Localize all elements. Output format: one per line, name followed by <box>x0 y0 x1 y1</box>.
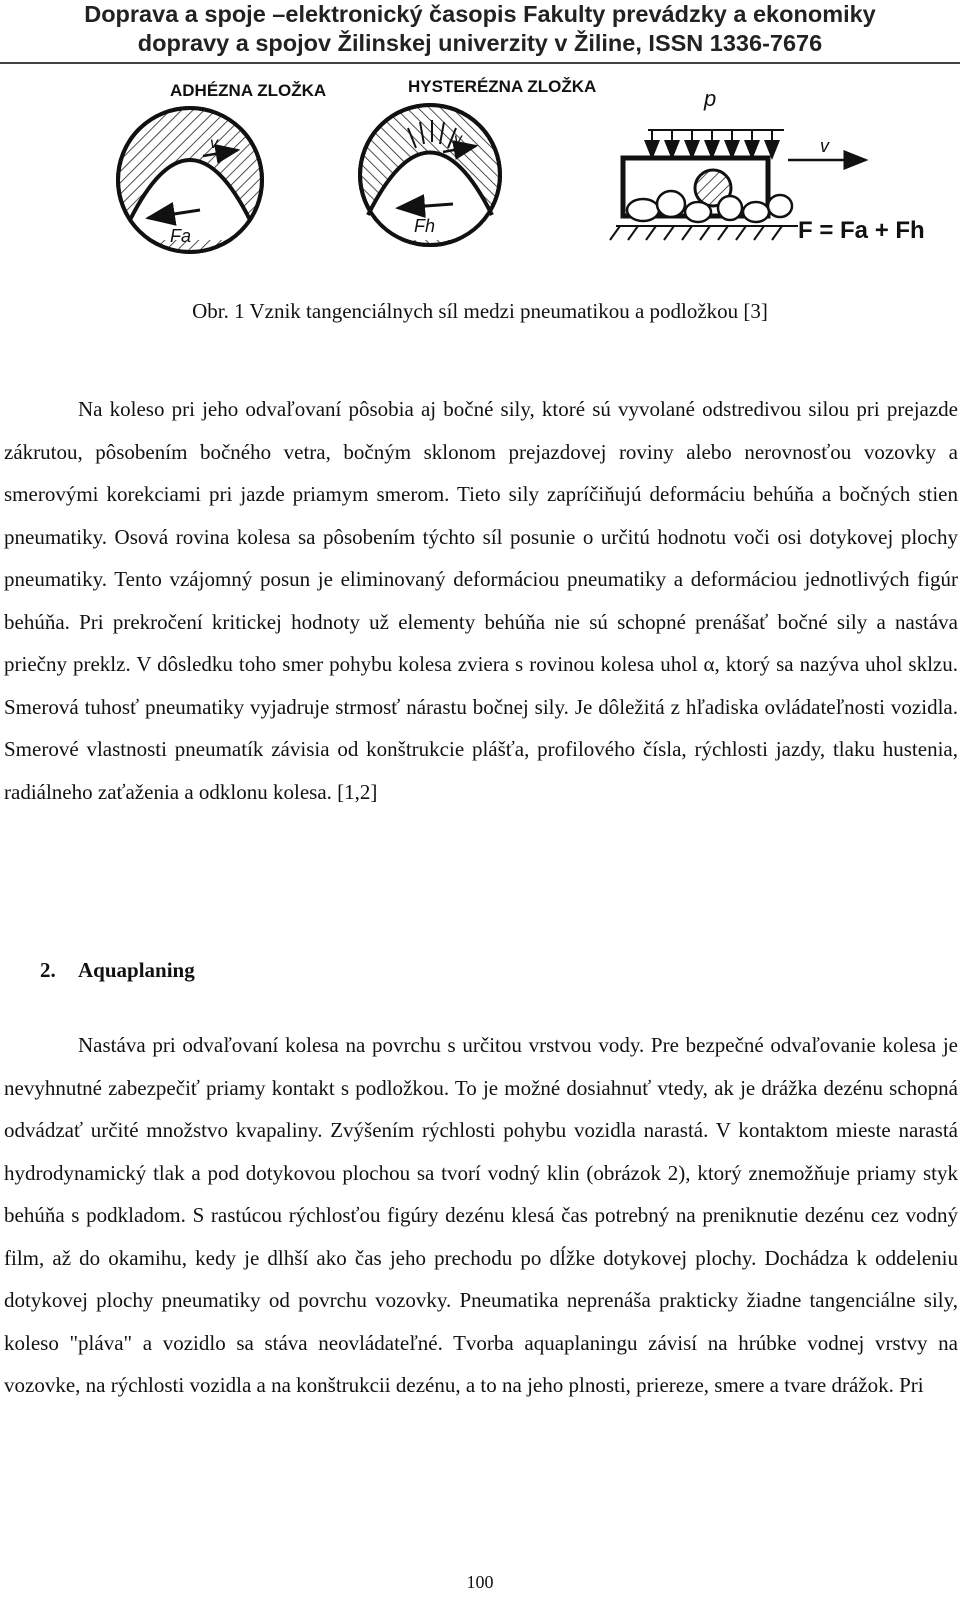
pressure-p-label: p <box>704 86 717 111</box>
figure-caption: Obr. 1 Vznik tangenciálnych síl medzi pneumatikou a podložkou [3] <box>192 299 768 323</box>
journal-header-line2: dopravy a spojov Žilinskej univerzity v Žiline, ISSN 1336-7676 <box>137 30 823 56</box>
section-number: 2. <box>40 958 56 982</box>
hysteresis-label: HYSTERÉZNA ZLOŽKA <box>408 77 597 96</box>
journal-header <box>0 0 960 64</box>
section-heading <box>40 957 195 983</box>
adhesion-label: ADHÉZNA ZLOŽKA <box>170 81 327 100</box>
tire-friction-figure <box>108 70 928 270</box>
paragraph-aquaplaning: Nastáva pri odvaľovaní kolesa na povrchu s určitou vrstvou vody. Pre bezpečné odvaľovanie kolesa je nevyhnutné zabezpečiť priamy kontakt s podložkou. To je možné dosiahnuť vtedy, ak je drážka dezénu schopná odvádzať určité množstvo kvapaliny. Zvýšením rýchlosti pohybu vozidla narastá. V kontaktom mieste narastá hydrodynamický tlak a pod dotykovou plochou sa tvorí vodný klin (obrázok 2), ktorý znemožňuje priamy styk behúňa s podkladom. S rastúcou rýchlosťou figúry dezénu klesá čas potrebný na preniknutie dezénu cez vodný film, až do okamihu, kedy je dlhší ako čas jeho prechodu po dĺžke dotykovej plochy. Dochádza k oddeleniu dotykovej plochy pneumatiky od povrchu vozovky. Pneumatika neprenáša prakticky žiadne tangenciálne sily, koleso "pláva" a vozidlo sa stáva neovládateľné. Tvorba aquaplaningu závisí na hrúbke vodnej vrstvy na vozovke, na rýchlosti vozidla a na konštrukcii dezénu, a to na jeho plnosti, priereze, smere a tvare drážok. Pri <box>4 1033 958 1397</box>
hysteresis-v-label: v <box>454 131 462 148</box>
force-formula: F = Fa + Fh <box>798 217 925 244</box>
tread-block-diagram <box>610 86 925 244</box>
paragraph-lateral-forces: Na koleso pri jeho odvaľovaní pôsobia aj bočné sily, ktoré sú vyvolané odstredivou silou pri prejazde zákrutou, pôsobením bočného vetra, bočným sklonom prejazdovej roviny alebo nerovnosťou vozovky a smerovými korekciami pri jazde priamym smerom. Tieto sily zapríčiňujú deformáciu behúňa a bočných stien pneumatiky. Osová rovina kolesa sa pôsobením týchto síl posunie o určitú hodnotu voči osi dotykovej plochy pneumatiky. Tento vzájomný posun je eliminovaný deformáciou pneumatiky a deformáciou jednotlivých figúr behúňa. Pri prekročení kritickej hodnoty už elementy behúňa nie sú schopné prenášať bočné sily a nastáva priečny preklz. V dôsledku toho smer pohybu kolesa zviera s rovinou kolesa uhol α, ktorý sa nazýva uhol sklzu. Smerová tuhosť pneumatiky vyjadruje strmosť nárastu bočnej sily. Je dôležitá z hľadiska ovládateľnosti vozidla. Smerové vlastnosti pneumatík závisia od konštrukcie plášťa, profilového čísla, rýchlosti jazdy, tlaku hustenia, radiálneho zaťaženia a odklonu kolesa. [1,2] <box>4 397 958 804</box>
header-divider <box>0 62 960 64</box>
hysteresis-fh-label: Fh <box>414 216 436 236</box>
journal-header-line1: Doprava a spoje –elektronický časopis Fakulty prevádzky a ekonomiky <box>84 1 876 27</box>
hysteresis-diagram <box>360 105 500 245</box>
block-v-label: v <box>820 136 829 156</box>
section-title: Aquaplaning <box>78 958 195 982</box>
adhesion-fa-label: Fa <box>170 226 192 246</box>
page-number: 100 <box>466 1572 494 1592</box>
adhesion-diagram <box>118 108 262 252</box>
adhesion-v-label: v <box>210 135 218 152</box>
